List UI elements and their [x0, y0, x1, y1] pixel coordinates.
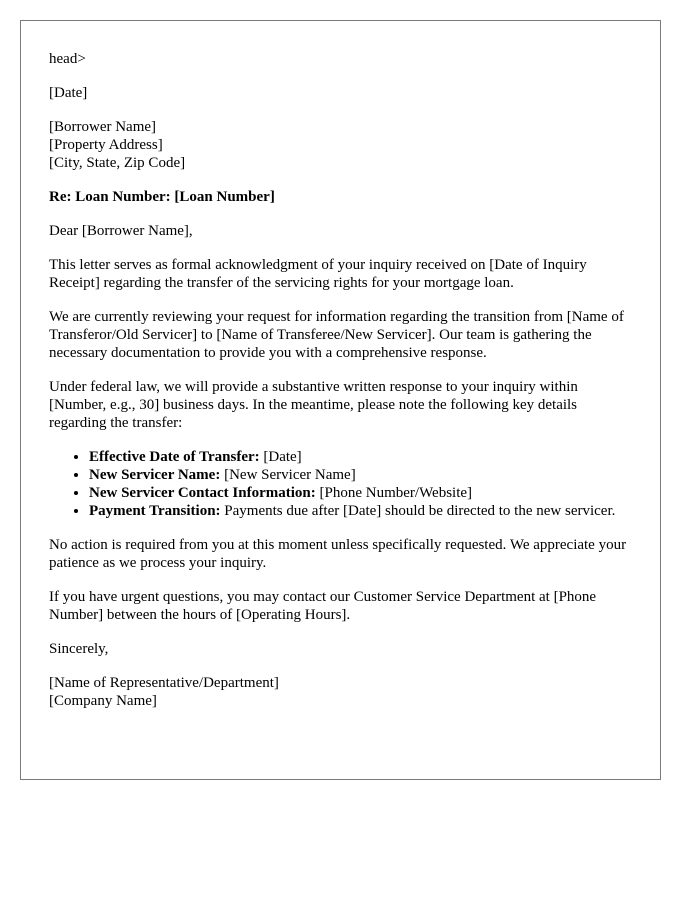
stray-text: head>	[49, 51, 86, 67]
recipient-name: [Borrower Name]	[49, 119, 157, 135]
subject-line: Re: Loan Number: [Loan Number]	[49, 189, 275, 205]
detail-label: Effective Date of Transfer:	[89, 449, 260, 465]
recipient-city-state-zip: [City, State, Zip Code]	[49, 155, 186, 171]
detail-value: [Date]	[259, 449, 302, 465]
recipient-block	[49, 118, 632, 172]
signature-name: [Name of Representative/Department]	[49, 675, 279, 691]
list-item	[89, 502, 632, 520]
detail-value: [Phone Number/Website]	[315, 485, 473, 501]
letter-page	[20, 20, 661, 780]
body-paragraph-3: Under federal law, we will provide a substantive written response to your inquiry within [Number, e.g., 30] business days. In the meantime, please note the following key details regarding the transfer:	[49, 379, 578, 431]
detail-value: Payments due after [Date] should be directed to the new servicer.	[220, 503, 616, 519]
list-item	[89, 484, 632, 502]
list-item	[89, 466, 632, 484]
closing-paragraph-2: If you have urgent questions, you may contact our Customer Service Department at [Phone Number] between the hours of [Operating Hours].	[49, 589, 597, 623]
signature-company: [Company Name]	[49, 693, 157, 709]
transfer-details-list	[49, 448, 632, 520]
recipient-address: [Property Address]	[49, 137, 163, 153]
body-paragraph-2: We are currently reviewing your request for information regarding the transition from [Name of Transferor/Old Servicer] to [Name of Transferee/New Servicer]. Our team is gathering the necessary documentation to provide you with a comprehensive response.	[49, 309, 624, 361]
detail-label: Payment Transition:	[89, 503, 221, 519]
detail-label: New Servicer Contact Information:	[89, 485, 316, 501]
body-paragraph-1: This letter serves as formal acknowledgment of your inquiry received on [Date of Inquiry Receipt] regarding the transfer of the servicing rights for your mortgage loan.	[49, 257, 587, 291]
closing-paragraph-1: No action is required from you at this moment unless specifically requested. We appreciate your patience as we process your inquiry.	[49, 537, 627, 571]
salutation: Dear [Borrower Name],	[49, 223, 193, 239]
detail-label: New Servicer Name:	[89, 467, 221, 483]
detail-value: [New Servicer Name]	[220, 467, 356, 483]
letter-date: [Date]	[49, 85, 88, 101]
signature-block	[49, 674, 632, 710]
list-item	[89, 448, 632, 466]
signoff: Sincerely,	[49, 641, 109, 657]
